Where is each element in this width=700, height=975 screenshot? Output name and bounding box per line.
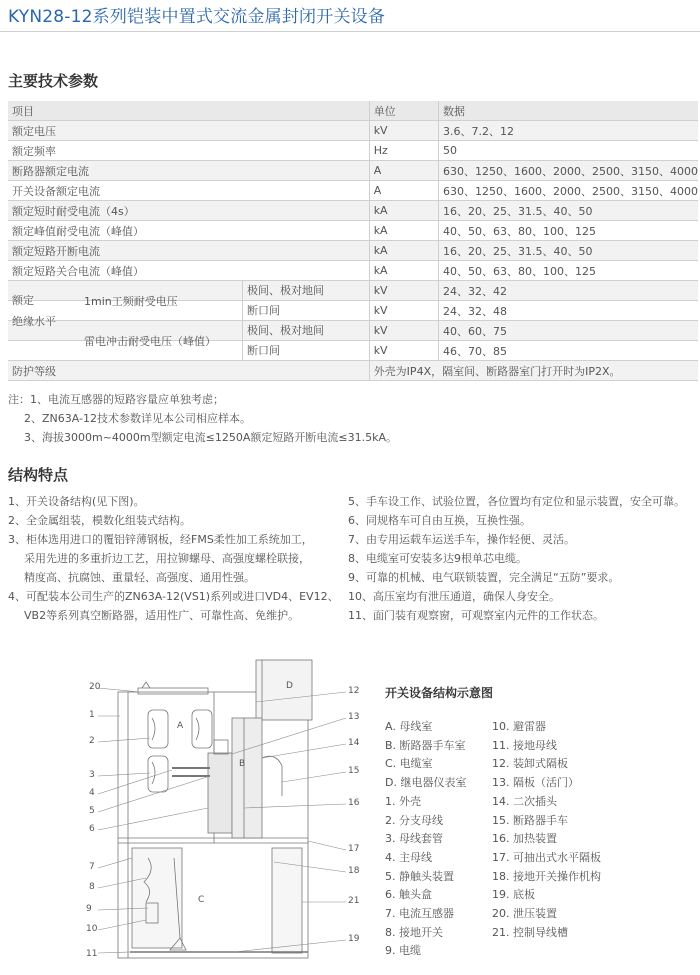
- callout-number: 3: [89, 770, 95, 780]
- spec-data: 630、1250、1600、2000、2500、3150、4000: [439, 181, 698, 201]
- spec-heading: 主要技术参数: [8, 72, 99, 90]
- column-header: 数据: [439, 101, 698, 121]
- spec-unit: A: [369, 181, 438, 201]
- spec-item: 开关设备额定电流: [8, 181, 369, 201]
- spec-item: 防护等级: [8, 361, 369, 381]
- legend-item: 17. 可抽出式水平隔板: [492, 850, 601, 864]
- legend-right: [492, 718, 601, 942]
- callout-number: 6: [89, 824, 95, 834]
- feature-item: 精度高、抗腐蚀、重量轻、高强度、通用性强。: [24, 571, 255, 584]
- spec-unit: kV: [369, 301, 438, 321]
- legend-left: [385, 718, 466, 961]
- feature-item: 6、同规格车可自由互换，互换性强。: [348, 514, 531, 527]
- feature-item: 5、手车设工作、试验位置，各位置均有定位和显示装置，安全可靠。: [348, 495, 685, 508]
- feature-item: 4、可配装本公司生产的ZN63A-12(VS1)系列或进口VD4、EV12、: [8, 590, 339, 603]
- spec-data: 16、20、25、31.5、40、50: [439, 241, 698, 261]
- legend-item: 16. 加热装置: [492, 832, 557, 846]
- spec-data: 50: [439, 141, 698, 161]
- features-left: [8, 492, 339, 625]
- spec-data: 24、32、42: [439, 281, 698, 301]
- table-row: [8, 161, 698, 181]
- spec-unit: kV: [369, 281, 438, 301]
- table-row: [8, 241, 698, 261]
- column-header: 项目: [8, 101, 369, 121]
- spec-table: [8, 101, 698, 381]
- legend-item: 19. 底板: [492, 888, 535, 902]
- insulation-sub-item: 断口间: [242, 301, 369, 320]
- feature-item: 3、柜体选用进口的覆铝锌薄钢板，经FMS柔性加工系统加工，: [8, 533, 313, 546]
- callout-number: 11: [86, 949, 98, 959]
- callout-number: 20: [89, 682, 101, 692]
- callout-number: 9: [86, 904, 92, 914]
- compartment-label: D: [286, 681, 293, 691]
- note-2: 2、ZN63A-12技术参数详见本公司相应样本。: [24, 412, 252, 425]
- callout-number: 7: [89, 862, 95, 872]
- callout-number: 16: [348, 798, 360, 808]
- spec-data: 16、20、25、31.5、40、50: [439, 201, 698, 221]
- feature-item: VB2等系列真空断路器，适用性广、可靠性高、免维护。: [24, 609, 300, 622]
- title-divider: [0, 31, 700, 32]
- insulation-group-name: 雷电冲击耐受电压（峰值）: [84, 334, 216, 348]
- legend-item: 10. 避雷器: [492, 720, 546, 733]
- legend-item: 5. 静触头装置: [385, 869, 454, 883]
- spec-unit: kV: [369, 321, 438, 341]
- callout-number: 14: [348, 738, 360, 748]
- table-row: [8, 321, 698, 341]
- insulation-label: 额定: [12, 293, 34, 307]
- legend-item: 4. 主母线: [385, 850, 432, 864]
- insulation-group-name: 1min工频耐受电压: [84, 294, 178, 308]
- spec-data: 40、60、75: [439, 321, 698, 341]
- switchgear-structure-diagram: [84, 658, 360, 963]
- note-3: 3、海拔3000m~4000m型额定电流≤1250A额定短路开断电流≤31.5kA。: [24, 431, 397, 444]
- legend-item: D. 继电器仪表室: [385, 776, 467, 790]
- legend-item: 7. 电流互感器: [385, 907, 454, 921]
- spec-item: 额定电压: [8, 121, 369, 141]
- legend-item: 21. 控制导线槽: [492, 925, 568, 939]
- legend-item: 18. 接地开关操作机构: [492, 869, 601, 883]
- column-header: 单位: [369, 101, 438, 121]
- spec-unit: kA: [369, 201, 438, 221]
- callout-number: 2: [89, 736, 95, 746]
- spec-item: [8, 281, 369, 308]
- callout-number: 12: [348, 686, 360, 696]
- callout-number: 1: [89, 710, 95, 720]
- spec-data: 40、50、63、80、100、125: [439, 221, 698, 241]
- legend-item: 3. 母线套管: [385, 832, 443, 846]
- legend-item: A. 母线室: [385, 720, 433, 733]
- spec-data: 3.6、7.2、12: [439, 121, 698, 141]
- spec-unit: kV: [369, 121, 438, 141]
- spec-item: 断路器额定电流: [8, 161, 369, 181]
- legend-item: 6. 触头盒: [385, 888, 432, 902]
- feature-item: 8、电缆室可安装多达9根单芯电缆。: [348, 552, 527, 565]
- spec-unit: kA: [369, 261, 438, 281]
- legend-item: B. 断路器手车室: [385, 738, 466, 752]
- callout-number: 5: [89, 806, 95, 816]
- spec-item: 额定短路关合电流（峰值）: [8, 261, 369, 281]
- feature-item: 7、由专用运载车运送手车，操作轻便、灵活。: [348, 533, 575, 546]
- spec-item: 额定峰值耐受电流（峰值）: [8, 221, 369, 241]
- feature-item: 1、开关设备结构(见下图)。: [8, 495, 145, 508]
- compartment-label: B: [239, 759, 246, 769]
- callout-number: 8: [89, 882, 95, 892]
- note-1: 注：1、电流互感器的短路容量应单独考虑；: [8, 393, 224, 406]
- callout-number: 19: [348, 934, 360, 944]
- table-row: [8, 141, 698, 161]
- page-title: KYN28-12系列铠装中置式交流金属封闭开关设备: [8, 7, 386, 27]
- table-header-row: [8, 101, 698, 121]
- spec-unit: A: [369, 161, 438, 181]
- spec-unit: kA: [369, 221, 438, 241]
- spec-data: 24、32、48: [439, 301, 698, 321]
- legend-item: 20. 泄压装置: [492, 907, 557, 921]
- compartment-label: A: [177, 721, 184, 731]
- table-row: [8, 221, 698, 241]
- spec-item: 额定频率: [8, 141, 369, 161]
- legend-item: 8. 接地开关: [385, 925, 443, 939]
- insulation-item-grid: [8, 281, 369, 308]
- pressure-relief-device: [138, 688, 208, 694]
- spec-data: 40、50、63、80、100、125: [439, 261, 698, 281]
- callout-number: 18: [348, 866, 360, 876]
- table-row: [8, 261, 698, 281]
- table-row: [8, 121, 698, 141]
- spec-data: 46、70、85: [439, 341, 698, 361]
- insulation-sub-item: 断口间: [242, 341, 369, 360]
- spec-item: [8, 314, 369, 348]
- callout-number: 13: [348, 712, 360, 722]
- features-right: [348, 492, 685, 625]
- spec-data: 外壳为IP4X，隔室间、断路器室门打开时为IP2X。: [369, 361, 698, 381]
- callout-number: 15: [348, 766, 360, 776]
- notes: [8, 390, 397, 447]
- spec-item: 额定短时耐受电流（4s）: [8, 201, 369, 221]
- legend-item: 14. 二次插头: [492, 794, 557, 808]
- legend-item: 15. 断路器手车: [492, 813, 568, 827]
- legend-item: 1. 外壳: [385, 794, 421, 808]
- callout-number: 4: [89, 788, 95, 798]
- features-heading: 结构特点: [8, 466, 69, 484]
- feature-item: 11、面门装有观察窗，可观察室内元件的工作状态。: [348, 609, 604, 622]
- insulation-item-grid: [8, 314, 369, 348]
- relay-room: [256, 660, 312, 720]
- insulation-sub-item: 极间、极对地间: [242, 321, 369, 340]
- legend-item: 13. 隔板（活门）: [492, 776, 579, 790]
- compartment-label: C: [198, 895, 205, 905]
- callout-number: 17: [348, 844, 360, 854]
- callout-number: 21: [348, 896, 360, 906]
- legend-item: C. 电缆室: [385, 757, 433, 771]
- feature-item: 2、全金属组装，模数化组装式结构。: [8, 514, 191, 527]
- feature-item: 采用先进的多重折边工艺，用拉铆螺母、高强度螺栓联接，: [24, 552, 310, 565]
- legend-item: 12. 装卸式隔板: [492, 757, 568, 771]
- legend-item: 9. 电缆: [385, 944, 421, 958]
- feature-item: 10、高压室均有泄压通道，确保人身安全。: [348, 590, 560, 603]
- insulation-label: 绝缘水平: [12, 314, 56, 328]
- spec-unit: kA: [369, 241, 438, 261]
- callout-number: 10: [86, 924, 98, 934]
- spec-item: 额定短路开断电流: [8, 241, 369, 261]
- insulation-sub-item: 极间、极对地间: [242, 281, 369, 300]
- spec-unit: kV: [369, 341, 438, 361]
- table-row: [8, 361, 698, 381]
- spec-data: 630、1250、1600、2000、2500、3150、4000: [439, 161, 698, 181]
- feature-item: 9、可靠的机械、电气联锁装置，完全满足“五防”要求。: [348, 571, 620, 584]
- spec-unit: Hz: [369, 141, 438, 161]
- legend-item: 2. 分支母线: [385, 813, 443, 827]
- table-row: [8, 181, 698, 201]
- legend-title: 开关设备结构示意图: [385, 686, 494, 700]
- table-row: [8, 201, 698, 221]
- table-row: [8, 281, 698, 301]
- legend-item: 11. 接地母线: [492, 738, 557, 752]
